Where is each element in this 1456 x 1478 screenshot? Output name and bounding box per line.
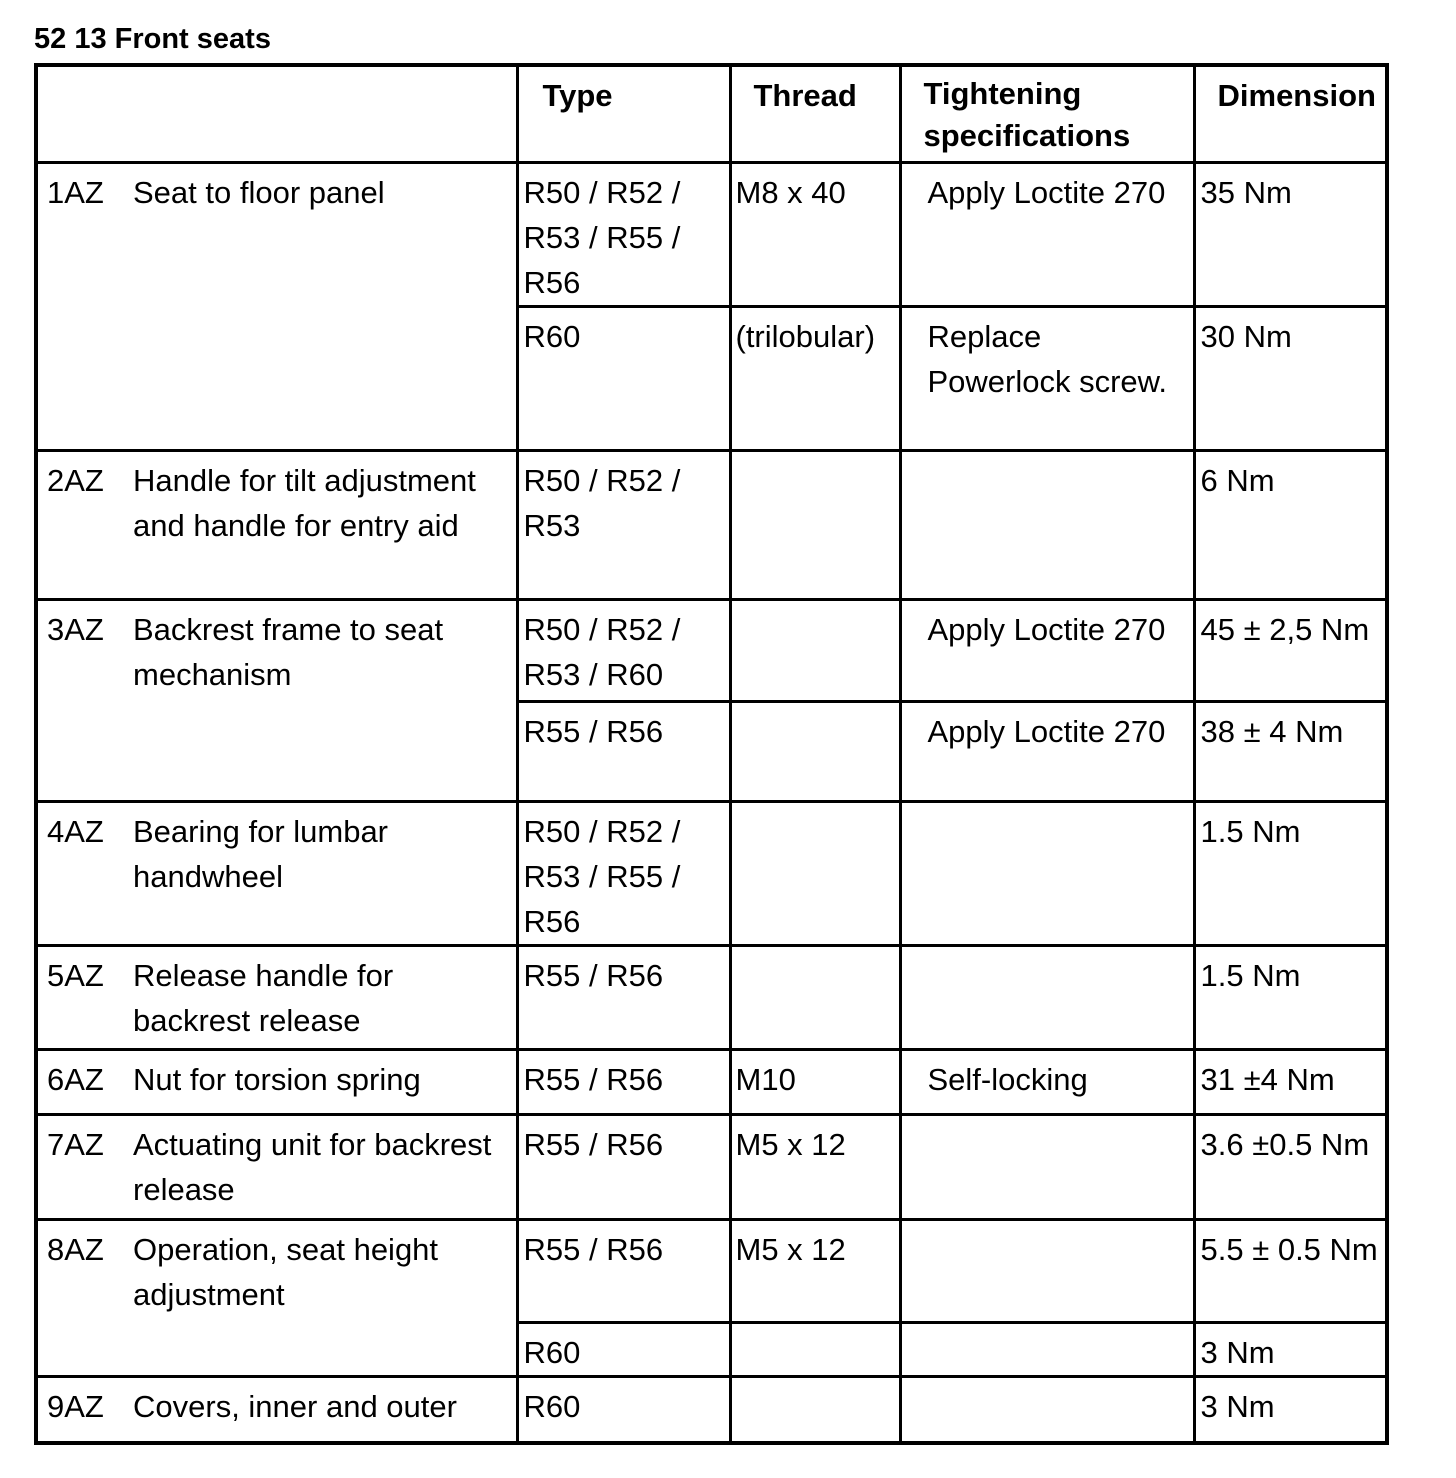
- thread-cell: [730, 600, 900, 702]
- dimension-cell: 38 ± 4 Nm: [1194, 702, 1387, 802]
- thread-cell: (trilobular): [730, 307, 900, 451]
- item-cell: [36, 451, 517, 600]
- dimension-cell: 45 ± 2,5 Nm: [1194, 600, 1387, 702]
- thread-cell: M5 x 12: [730, 1220, 900, 1323]
- dimension-cell: 35 Nm: [1194, 163, 1387, 307]
- thread-cell: M10: [730, 1050, 900, 1115]
- tightening-cell: Self-locking: [900, 1050, 1194, 1115]
- item-cell: [36, 1220, 517, 1377]
- header-thread: Thread: [730, 65, 900, 163]
- item-cell: [36, 600, 517, 802]
- item-number: 8AZ: [47, 1232, 104, 1267]
- page-title: 52 13 Front seats: [34, 23, 271, 55]
- thread-cell: [730, 946, 900, 1050]
- tightening-cell: [900, 1323, 1194, 1377]
- item-description: Covers, inner and outer: [133, 1389, 457, 1424]
- table-row: [36, 163, 1387, 307]
- tightening-cell: Apply Loctite 270: [900, 163, 1194, 307]
- dimension-cell: 30 Nm: [1194, 307, 1387, 451]
- item-description: Handle for tilt adjustment and handle for entry aid: [133, 463, 476, 543]
- type-cell: R55 / R56: [517, 1050, 730, 1115]
- table-row: [36, 451, 1387, 600]
- item-description: Release handle for backrest release: [133, 958, 394, 1038]
- thread-cell: [730, 702, 900, 802]
- item-cell: [36, 946, 517, 1050]
- dimension-cell: 31 ±4 Nm: [1194, 1050, 1387, 1115]
- thread-cell: [730, 1323, 900, 1377]
- table-row: [36, 1220, 1387, 1323]
- type-cell: R50 / R52 / R53 / R55 / R56: [517, 802, 730, 946]
- tightening-cell: Apply Loctite 270: [900, 702, 1194, 802]
- type-cell: R50 / R52 / R53: [517, 451, 730, 600]
- type-cell: R55 / R56: [517, 1115, 730, 1220]
- header-item: [36, 65, 517, 163]
- table-row: [36, 802, 1387, 946]
- dimension-cell: 1.5 Nm: [1194, 946, 1387, 1050]
- header-type: Type: [517, 65, 730, 163]
- table-row: [36, 946, 1387, 1050]
- table-row: [36, 1050, 1387, 1115]
- thread-cell: [730, 451, 900, 600]
- dimension-cell: 3 Nm: [1194, 1323, 1387, 1377]
- type-cell: R60: [517, 307, 730, 451]
- tightening-cell: [900, 1377, 1194, 1443]
- item-number: 4AZ: [47, 814, 104, 849]
- tightening-cell: Replace Powerlock screw.: [900, 307, 1194, 451]
- item-description: Backrest frame to seat mechanism: [133, 612, 444, 692]
- item-number: 7AZ: [47, 1127, 104, 1162]
- header-row: [36, 65, 1387, 163]
- thread-cell: [730, 1377, 900, 1443]
- dimension-cell: 5.5 ± 0.5 Nm: [1194, 1220, 1387, 1323]
- item-cell: [36, 163, 517, 451]
- tightening-cell: [900, 1220, 1194, 1323]
- type-cell: R50 / R52 / R53 / R55 / R56: [517, 163, 730, 307]
- tightening-cell: Apply Loctite 270: [900, 600, 1194, 702]
- dimension-cell: 3.6 ±0.5 Nm: [1194, 1115, 1387, 1220]
- table-row: [36, 1377, 1387, 1443]
- thread-cell: M5 x 12: [730, 1115, 900, 1220]
- thread-cell: [730, 802, 900, 946]
- torque-spec-table: [34, 63, 1389, 1445]
- item-description: Nut for torsion spring: [133, 1062, 421, 1097]
- header-tightening: Tightening specifications: [900, 65, 1194, 163]
- type-cell: R55 / R56: [517, 702, 730, 802]
- header-dimension: Dimension: [1194, 65, 1387, 163]
- item-number: 6AZ: [47, 1062, 104, 1097]
- tightening-cell: [900, 802, 1194, 946]
- item-description: Operation, seat height adjustment: [133, 1232, 439, 1312]
- type-cell: R50 / R52 / R53 / R60: [517, 600, 730, 702]
- item-cell: [36, 802, 517, 946]
- item-description: Seat to floor panel: [133, 175, 385, 210]
- item-cell: [36, 1050, 517, 1115]
- dimension-cell: 3 Nm: [1194, 1377, 1387, 1443]
- item-number: 1AZ: [47, 175, 104, 210]
- tightening-cell: [900, 1115, 1194, 1220]
- item-number: 9AZ: [47, 1389, 104, 1424]
- dimension-cell: 6 Nm: [1194, 451, 1387, 600]
- type-cell: R60: [517, 1377, 730, 1443]
- item-number: 3AZ: [47, 612, 104, 647]
- item-description: Bearing for lumbar handwheel: [133, 814, 389, 894]
- thread-cell: M8 x 40: [730, 163, 900, 307]
- type-cell: R55 / R56: [517, 946, 730, 1050]
- dimension-cell: 1.5 Nm: [1194, 802, 1387, 946]
- item-cell: [36, 1115, 517, 1220]
- item-number: 5AZ: [47, 958, 104, 993]
- tightening-cell: [900, 946, 1194, 1050]
- table-row: [36, 1115, 1387, 1220]
- item-number: 2AZ: [47, 463, 104, 498]
- tightening-cell: [900, 451, 1194, 600]
- type-cell: R60: [517, 1323, 730, 1377]
- item-cell: [36, 1377, 517, 1443]
- table-row: [36, 600, 1387, 702]
- item-description: Actuating unit for backrest release: [133, 1127, 492, 1207]
- type-cell: R55 / R56: [517, 1220, 730, 1323]
